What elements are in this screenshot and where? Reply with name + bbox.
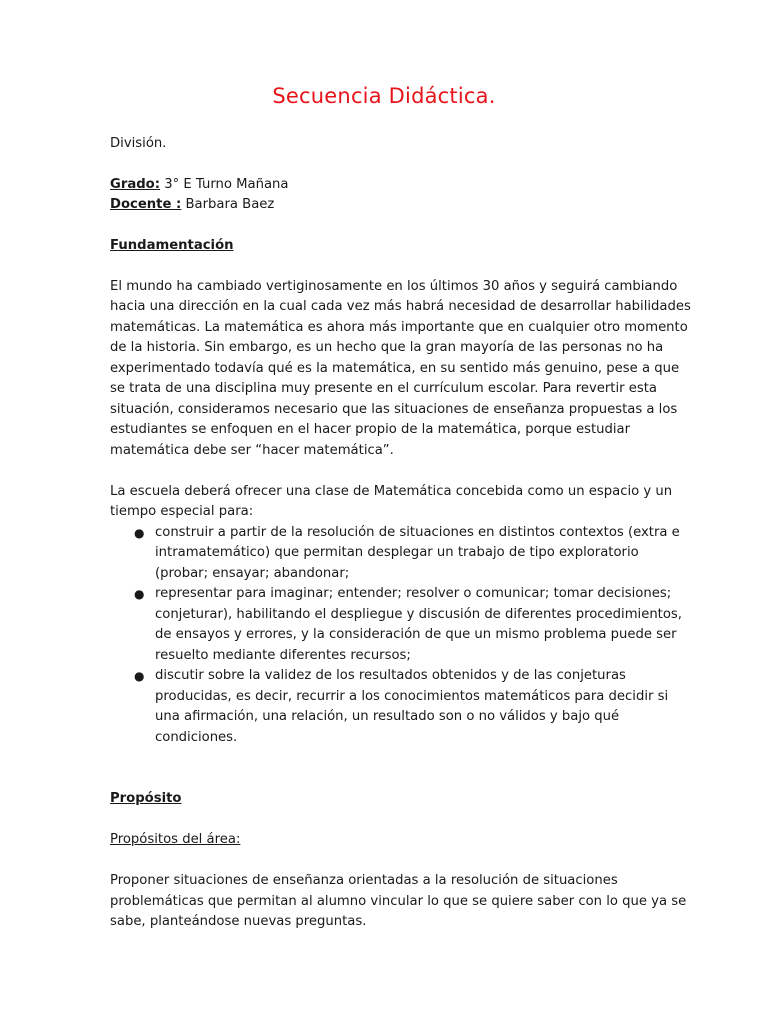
bullet-icon: ● [134, 587, 145, 601]
bullet-icon: ● [134, 669, 145, 683]
paragraph-line: de la historia. Sin embargo, es un hecho que la gran mayoría de las personas no ha [110, 340, 664, 355]
paragraph-line: se trata de una disciplina muy presente en el currículum escolar. Para revertir esta [110, 381, 657, 396]
list-item: ● representar para imaginar; entender; resolver o comunicar; tomar decisiones; conjeturar), habilitando el despliegue y discusión de diferentes procedimientos, de ensayos y errores, y la consideración de que un mismo problema puede ser resuelto mediante diferentes recursos; [134, 586, 682, 663]
fundamentacion-heading: Fundamentación [110, 237, 234, 253]
paragraph-line: matemáticas. La matemática es ahora más importante que en cualquier otro momento [110, 319, 688, 335]
fundamentacion-paragraph [110, 277, 691, 462]
paragraph-line: experimentado todavía qué es la matemática, en su sentido más genuino, pese a que [110, 360, 680, 376]
proposito-subheading: Propósitos del área: [110, 832, 241, 847]
grado-line [110, 175, 670, 196]
paragraph-line: matemática debe ser “hacer matemática”. [110, 442, 394, 458]
document-body [110, 134, 691, 933]
grado-value: 3° E Turno Mañana [164, 176, 289, 192]
paragraph-line: situación, consideramos necesario que las situaciones de enseñanza propuestas a los [110, 401, 678, 417]
paragraph-line: estudiantes se enfoquen en el hacer propio de la matemática, porque estudiar [110, 422, 631, 437]
paragraph-line: hacia una dirección en la cual cada vez más habrá necesidad de desarrollar habilidades [110, 299, 691, 314]
paragraph-line: tiempo especial para: [110, 504, 254, 519]
document-title: Secuencia Didáctica. [272, 84, 496, 108]
paragraph-line: problemáticas que permitan al alumno vincular lo que se quiere saber con lo que ya se [110, 893, 687, 909]
list-item: ● construir a partir de la resolución de situaciones en distintos contextos (extra e intramatemático) que permitan desplegar un trabajo de tipo exploratorio (probar; ensayar; abandonar; [134, 524, 680, 581]
paragraph-line: La escuela deberá ofrecer una clase de Matemática concebida como un espacio y un [110, 483, 673, 499]
grado-label: Grado: [110, 176, 161, 192]
bullet-list [110, 523, 682, 749]
docente-line [110, 195, 670, 216]
subject-line: División. [110, 136, 167, 151]
intro-paragraph [110, 482, 673, 523]
paragraph-line: El mundo ha cambiado vertiginosamente en los últimos 30 años y seguirá cambiando [110, 278, 678, 294]
paragraph-line: sabe, planteándose nuevas preguntas. [110, 914, 367, 929]
proposito-heading: Propósito [110, 791, 182, 806]
proposito-paragraph [110, 871, 687, 933]
docente-label: Docente : [110, 197, 182, 212]
bullet-icon: ● [134, 525, 145, 540]
list-item: ● discutir sobre la validez de los resultados obtenidos y de las conjeturas producidas, es decir, recurrir a los conocimientos matemáticos para decidir si una afirmación, una relación, un resultado son o no válidos y bajo qué condiciones. [134, 668, 669, 745]
paragraph-line: Proponer situaciones de enseñanza orientadas a la resolución de situaciones [110, 873, 618, 888]
docente-value: Barbara Baez [185, 197, 275, 212]
